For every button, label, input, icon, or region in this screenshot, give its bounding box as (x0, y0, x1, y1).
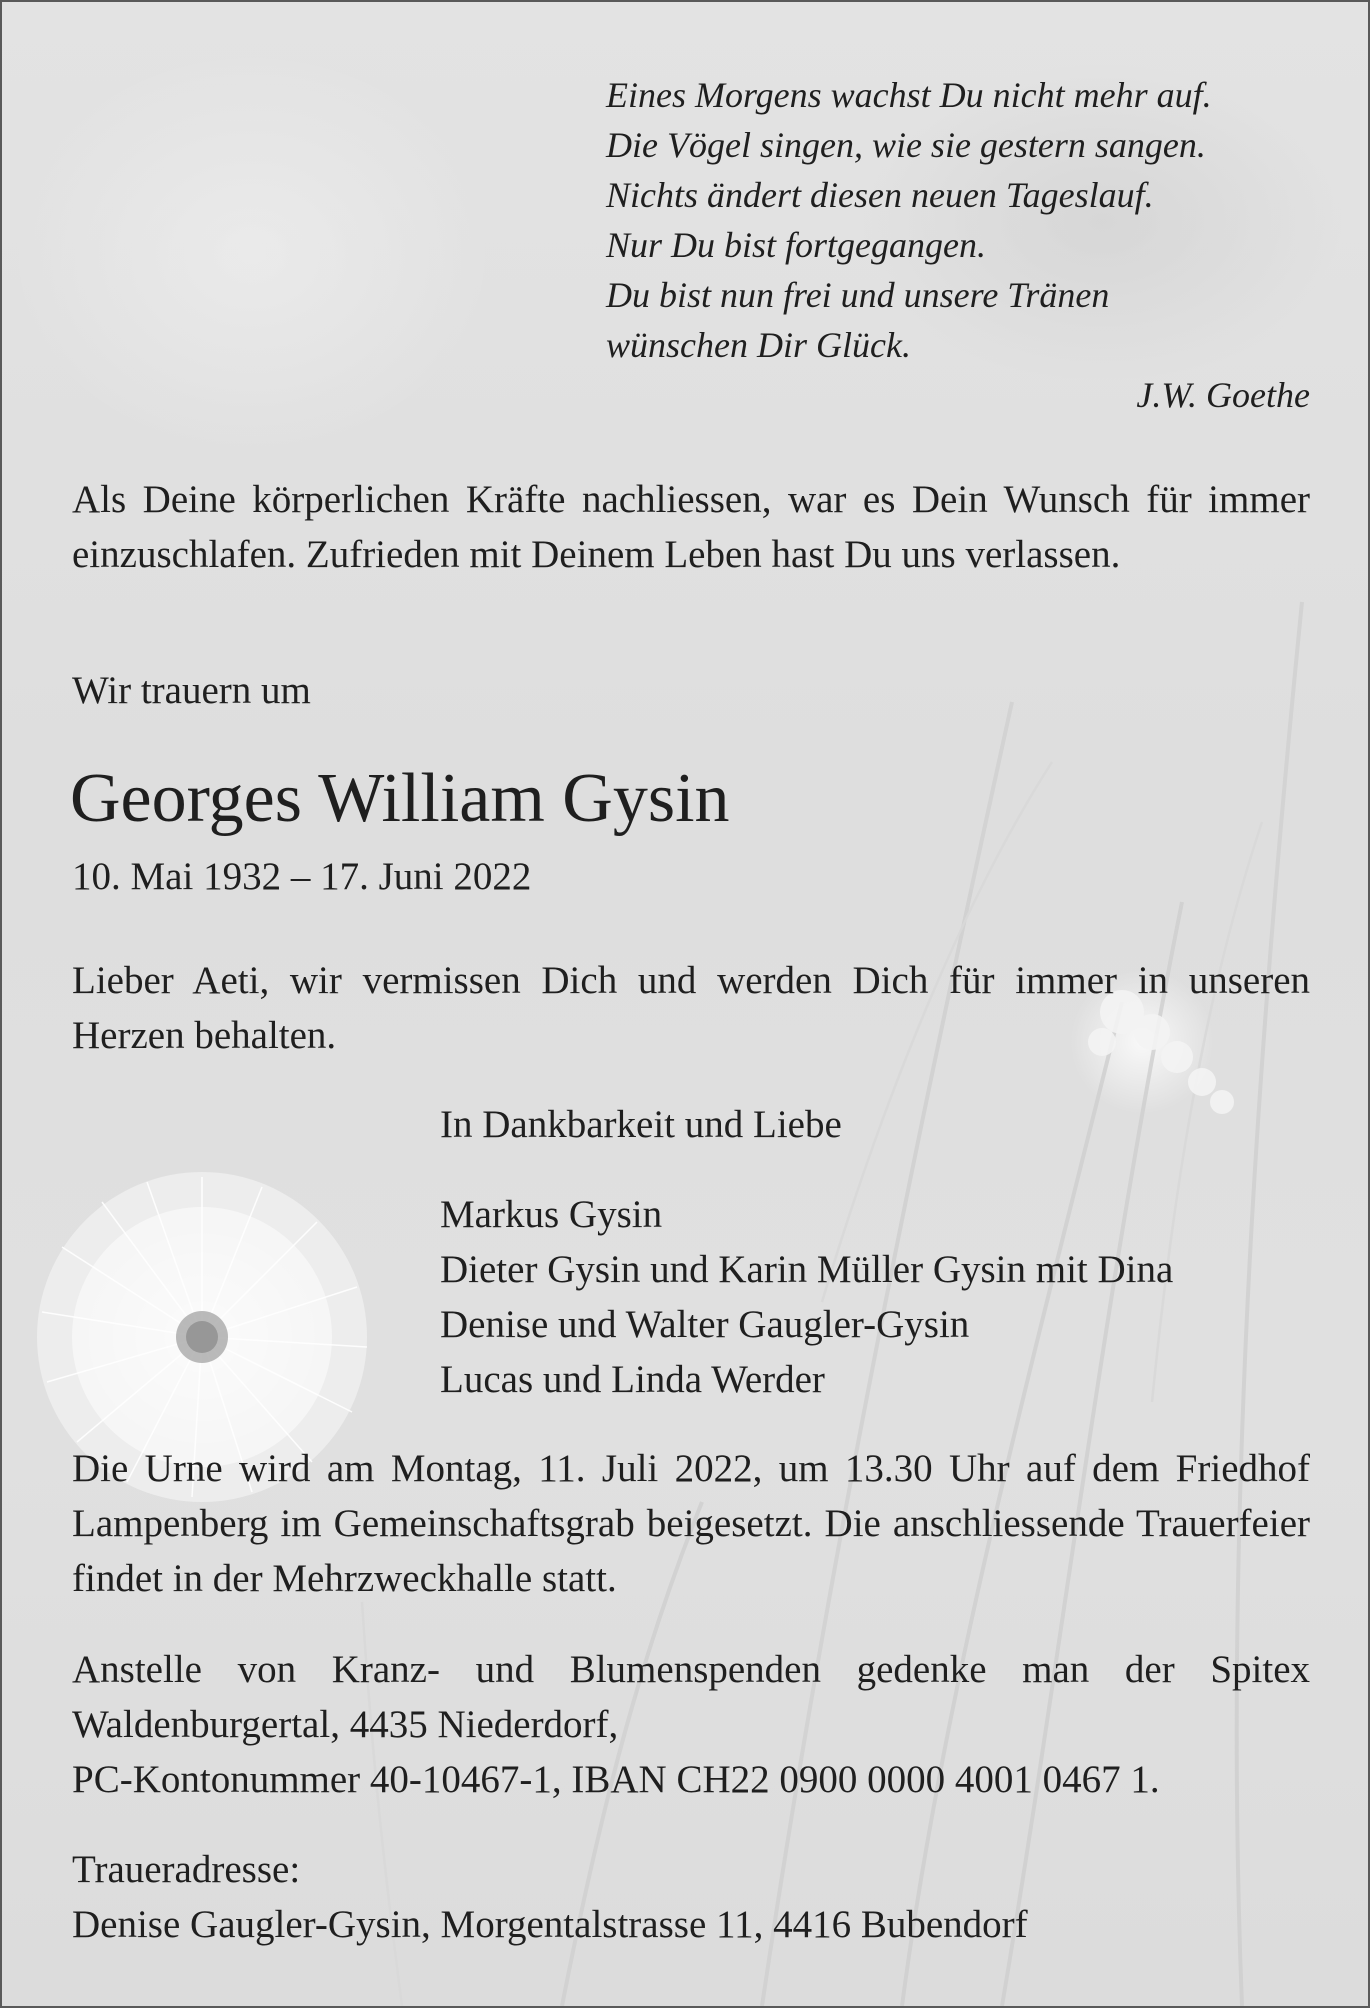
poem-author: J.W. Goethe (1136, 375, 1310, 415)
family-member: Dieter Gysin und Karin Müller Gysin mit Dina (440, 1248, 1174, 1291)
address-label: Traueradresse: (72, 1848, 301, 1891)
poem-line: wünschen Dir Glück. (606, 325, 911, 365)
mourning-address (72, 1842, 1310, 1952)
ceremony-paragraph: Die Urne wird am Montag, 11. Juli 2022, um 13.30 Uhr auf dem Friedhof Lampenberg im Gemeinschaftsgrab beigesetzt. Die anschliessende Trauerfeier findet in der Mehrzweckhalle statt. (72, 1447, 1310, 1600)
poem-line: Nur Du bist fortgegangen. (606, 225, 987, 265)
family-member: Markus Gysin (440, 1193, 663, 1236)
intro-paragraph: Als Deine körperlichen Kräfte nachliessen, war es Dein Wunsch für immer einzuschlafen. Zufrieden mit Deinem Leben hast Du uns verlassen. (72, 478, 1310, 576)
deceased-name: Georges William Gysin (70, 760, 730, 837)
address-value: Denise Gaugler-Gysin, Morgentalstrasse 11, 4416 Bubendorf (72, 1903, 1028, 1946)
family-member: Lucas und Linda Werder (440, 1358, 825, 1401)
poem-line: Du bist nun frei und unsere Tränen (606, 275, 1110, 315)
signoff-line: In Dankbarkeit und Liebe (440, 1103, 842, 1146)
family-member: Denise und Walter Gaugler-Gysin (440, 1303, 970, 1346)
life-dates: 10. Mai 1932 – 17. Juni 2022 (72, 855, 532, 898)
family-list (440, 1187, 1173, 1407)
donation-account: PC-Kontonummer 40-10467-1, IBAN CH22 0900 0000 4001 0467 1. (72, 1758, 1160, 1801)
tribute-paragraph: Lieber Aeti, wir vermissen Dich und werden Dich für immer in unseren Herzen behalten. (72, 959, 1310, 1057)
poem-line: Die Vögel singen, wie sie gestern sangen. (606, 125, 1206, 165)
poem-line: Nichts ändert diesen neuen Tageslauf. (606, 175, 1154, 215)
poem (606, 70, 1310, 420)
donation-text: Anstelle von Kranz- und Blumenspenden gedenke man der Spitex Waldenburgertal, 4435 Niederdorf, (72, 1648, 1310, 1746)
donation-paragraph (72, 1642, 1310, 1807)
mourning-line: Wir trauern um (72, 669, 311, 712)
poem-line: Eines Morgens wachst Du nicht mehr auf. (606, 75, 1212, 115)
